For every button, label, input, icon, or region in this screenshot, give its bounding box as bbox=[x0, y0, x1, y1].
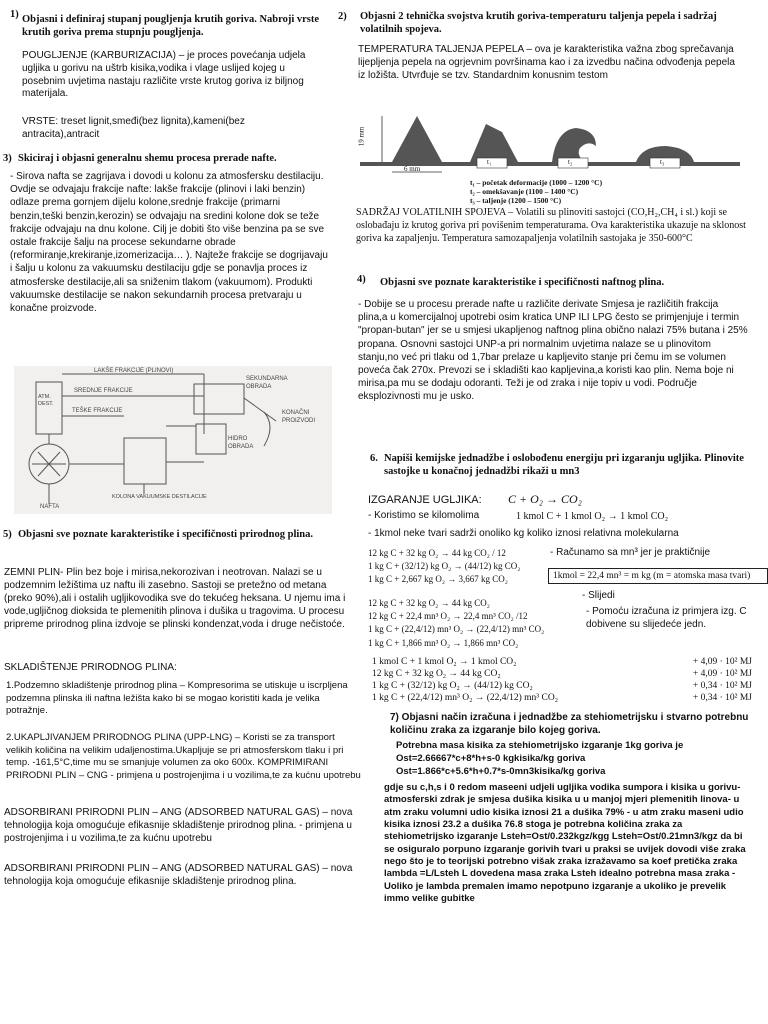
sketch-label-vacuum: KOLONA VAKUUMSKE DESTILACIJE bbox=[112, 494, 207, 500]
q4-number: 4) bbox=[357, 274, 366, 285]
sketch-label-oil: NAFTA bbox=[40, 504, 60, 510]
q5-storage-4: ADSORBIRANI PRIRODNI PLIN – ANG (ADSORBED NATURAL GAS) – nova tehnologija koja omogućuje efikasnije skladištenje prirodnog plina. bbox=[4, 863, 353, 887]
q2-number: 2) bbox=[338, 11, 347, 22]
sketch-label-heavy: TEŠKE FRAKCIJE bbox=[72, 408, 123, 414]
table-row bbox=[372, 656, 752, 668]
q6-eq-2: 1 kg C + (32/12) kg O₂ → (44/12) kg CO₂ bbox=[368, 561, 521, 571]
q7-line-2: Ost=2.66667*c+8*h+s-0 kgkisika/kg goriva bbox=[396, 753, 586, 764]
q6-eq-5: 12 kg C + 22,4 mn³ O₂ → 22,4 mn³ CO₂ /12 bbox=[368, 611, 528, 621]
sketch-label-middle: SREDNJE FRAKCIJE bbox=[74, 388, 133, 394]
q3-heading: Skiciraj i objasni generalnu shemu procesa prerade nafte. bbox=[18, 153, 277, 164]
q2-heading: Objasni 2 tehnička svojstva krutih goriva-temperaturu taljenja pepela i sadržaj volatilnih spojeva. bbox=[360, 11, 717, 36]
cone-t1-label: t₁ bbox=[487, 158, 492, 166]
q4-heading: Objasni sve poznate karakteristike i specifičnosti naftnog plina. bbox=[380, 277, 665, 288]
q5-heading: Objasni sve poznate karakteristike i specifičnosti prirodnog plina. bbox=[18, 529, 313, 540]
table-equation: 12 kg C + 32 kg O₂ → 44 kg CO₂ bbox=[372, 669, 501, 679]
q6-eq-6: 1 kg C + (22,4/12) mn³ O₂ → (22,4/12) mn³ CO₂ bbox=[368, 624, 545, 634]
cone-height-label: 19 mm bbox=[357, 126, 366, 147]
q6-kmol-equation: 1 kmol C + 1 kmol O₂ → 1 kmol CO₂ bbox=[516, 511, 669, 522]
q6-calc-note: - Računamo sa mn³ jer je praktičnije bbox=[550, 547, 711, 558]
q6-title: IZGARANJE UGLJIKA: bbox=[368, 494, 482, 506]
sketch-label-atm: ATM. DEST. bbox=[38, 394, 54, 408]
cone-legend-1: t₁ – početak deformacije (1000 – 1200 °C) bbox=[470, 178, 603, 187]
sketch-label-light: LAKŠE FRAKCIJE (PLINOVI) bbox=[94, 368, 174, 374]
q6-energy-table bbox=[372, 656, 752, 704]
q6-kmol-box: 1kmol = 22,4 mn³ = m kg (m = atomska masa tvari) bbox=[548, 568, 768, 584]
q6-eq-3: 1 kg C + 2,667 kg O₂ → 3,667 kg CO₂ bbox=[368, 574, 508, 584]
q6-eq-4: 12 kg C + 32 kg O₂ → 44 kg CO₂ bbox=[368, 598, 490, 608]
q6-number: 6. bbox=[370, 453, 378, 464]
q1-types: VRSTE: treset lignit,smeđi(bez lignita),kameni(bez antracita),antracit bbox=[22, 116, 245, 140]
q4-lpg-text: - Dobije se u procesu prerade nafte u različite derivate Smjesa je različitih frakcija plina,a u komercijalnoj upotrebi osim kratica UNP ILI LPG često se primjenjuje i termin "propan-butan" jer se u smjesi ukapljenog naftnog plina obično nalazi 75% butana i 25% propana. Osnovni sastojci UNP-a pri normalnim uvjetima nalaze se u plinovitom stanju,no već pri tlaku od 1,7bar prelaze u kapljevito stanje pri čemu im se volumen poveća čak 270x. Prevozi se i skladišti kao kapljevina,a koristi kao plin. Nema boje ni mirisa,pa mu se dodaju odoranti. Teži je od zraka i nije topiv u vodi. Područje eksplozivnosti mu je usko. bbox=[358, 299, 748, 403]
q5-natural-gas-text: ZEMNI PLIN- Plin bez boje i mirisa,nekorozivan i neotrovan. Nalazi se u podzemnim ležištima uz naftu ili zasebno. Sastoji se pretežno od metana (preko 90%),ali i ostalih ugljikovodika sve do tekućeg heksana. U njemu ima i vode,ugljičnog dioksida te plemenitih plinova i dušika u tragovima. U procesu pripreme prirodnog plina izdvoje se plinski kondenzat,voda i druge nečistoće. bbox=[4, 567, 346, 630]
sketch-label-secondary: SEKUNDARNA OBRADA bbox=[246, 376, 288, 390]
cone-legend-3: t₃ – taljenje (1200 – 1500 °C) bbox=[470, 196, 562, 205]
sketch-label-final: KONAČNI PROIZVODI bbox=[282, 410, 316, 424]
sketch-label-hydro: HIDRO OBRADA bbox=[228, 436, 254, 450]
cone-test-figure bbox=[352, 110, 748, 205]
q5-storage-1: 1.Podzemno skladištenje prirodnog plina – Kompresorima se utiskuje u iscrpljena podzemna plinska ili naftna ležišta kako bi se mogao koristiti kada je velika potražnje. bbox=[6, 680, 348, 717]
q5-storage-title: SKLADIŠTENJE PRIRODNOG PLINA: bbox=[4, 662, 177, 673]
q6-pomocu: - Pomoću izračuna iz primjera izg. C dobivene su slijedeće jedn. bbox=[586, 606, 747, 630]
cone-legend-2: t₂ – omekšavanje (1100 – 1400 °C) bbox=[470, 187, 579, 196]
cone-width-label: 6 mm bbox=[404, 165, 421, 173]
table-energy: + 4,09 · 10² MJ bbox=[692, 657, 752, 667]
cone-t2-label: t₂ bbox=[568, 158, 573, 166]
table-equation: 1 kg C + (22,4/12) mn³ O₂ → (22,4/12) mn³ CO₂ bbox=[372, 693, 559, 703]
q3-number: 3) bbox=[3, 153, 12, 164]
q7-line-1: Potrebna masa kisika za stehiometrijsko izgaranje 1kg goriva je bbox=[396, 740, 684, 751]
q6-kmol-note: - Koristimo se kilomolima bbox=[368, 510, 480, 521]
q5-storage-3: ADSORBIRANI PRIRODNI PLIN – ANG (ADSORBED NATURAL GAS) – nova tehnologija koja omogućuje efikasnije skladištenje prirodnog plina. - primjena u postrojenjima i u vozilima,te za kućnu upotrebu bbox=[4, 807, 353, 844]
table-energy: + 0,34 · 10² MJ bbox=[692, 693, 752, 703]
table-equation: 1 kg C + (32/12) kg O₂ → (44/12) kg CO₂ bbox=[372, 681, 533, 691]
q6-slijedi: - Slijedi bbox=[582, 590, 615, 601]
cone-t3-label: t₃ bbox=[660, 158, 665, 166]
table-row bbox=[372, 668, 752, 680]
q5-storage-2: 2.UKAPLJIVANJEM PRIRODNOG PLINA (UPP-LNG) – Koristi se za transport velikih količina na velikim udaljenostima.Ukapljuje se pri atmosferskom tlaku i pri temp. -161,5°C,time mu se smanjuje volumen za oko 600x. KOMPRIMIRANI PRIRODNI PLIN – CNG - primjena u postrojenjima i u vozilima,te za kućnu upotrebu bbox=[6, 732, 361, 781]
q1-heading: Objasni i definiraj stupanj pougljenja krutih goriva. Nabroji vrste krutih goriva prema stupnju pougljenja. bbox=[22, 14, 320, 39]
q6-heading: Napiši kemijske jednadžbe i oslobođenu energiju pri izgaranju ugljika. Plinovite sastojke u konačnoj jednadžbi rikaži u mn3 bbox=[384, 453, 744, 478]
oil-processing-sketch bbox=[14, 366, 332, 514]
q7-line-3: Ost=1.866*c+5.6*h+0.7*s-0mn3kisika/kg goriva bbox=[396, 766, 606, 777]
q1-definition: POUGLJENJE (KARBURIZACIJA) – je proces povećanja udjela ugljika u gorivu na uštrb kisika,vodika i vlage uslijed kojeg u posebnim uvjetima nastaju različite vrste krutog goriva iz biljnog materijala. bbox=[22, 50, 306, 100]
q2-volatile-text: SADRŽAJ VOLATILNIH SPOJEVA – Volatili su plinoviti sastojci (CO,H₂,CH₄ i sl.) koji se oslobađaju iz krutog goriva pri povišenim temperaturama. Ova karakteristika ukazuje na sklonost goriva ka zapaljenju. Temperatura samozapaljenja volatilnih sastojaka je 350-600°C bbox=[356, 207, 746, 245]
q5-number: 5) bbox=[3, 529, 12, 540]
q6-eq-7: 1 kg C + 1,866 mn³ O₂ → 1,866 mn³ CO₂ bbox=[368, 638, 519, 648]
table-row bbox=[372, 692, 752, 704]
q7-heading: 7) Objasni način izračuna i jednadžbe za stehiometrijsku i stvarno potrebnu količinu zraka za izgaranje bilo kojeg goriva. bbox=[390, 712, 749, 736]
table-energy: + 0,34 · 10² MJ bbox=[692, 681, 752, 691]
table-equation: 1 kmol C + 1 kmol O₂ → 1 kmol CO₂ bbox=[372, 657, 517, 667]
q7-text: gdje su c,h,s i 0 redom maseeni udjeli ugljika vodika sumpora i kisika u gorivu- atmosferski zdrak je smjesa dušika kisika u u manjoj mjeri plemenitih linova- u atm zraku volumni udio kisika iznosi 21 a dušika 79% - u atm zraku maseni udio kisika iznosi 23.2 a dušika 76.8 stoga je potrebna količina zraka za stehiometrijsko izgaranje Lsteh=Ost/0.232kgz/kgg Lsteh=Ost/0.21mn3/kgz da bi se osiguralo porpuno izgaranje gorivih tvari u praksi se uvijek dovodi više zraka nego što je to teorijski potrebno višak zraka izražavamo sa koef pretička zraka lambda =L/Lsteh L dovedena masa zraka Lsteh idealno potrebna masa zraka -Uoliko je lambda premalen imamo nepotpuno izgaranje a ukoliko je prevelik immo velike gubitke bbox=[384, 782, 746, 905]
q6-eq-1: 12 kg C + 32 kg O₂ → 44 kg CO₂ / 12 bbox=[368, 548, 506, 558]
table-row bbox=[372, 680, 752, 692]
q6-main-equation: C + O₂ → CO₂ bbox=[508, 492, 582, 506]
table-energy: + 4,09 · 10² MJ bbox=[692, 669, 752, 679]
q6-mass-note: - 1kmol neke tvari sadrži onoliko kg koliko iznosi relativna molekularna bbox=[368, 528, 679, 539]
q1-number: 1) bbox=[10, 9, 19, 20]
q3-text: - Sirova nafta se zagrijava i dovodi u kolonu za atmosfersku destilaciju. Ovdje se odvajaju frakcije nafte: lakše frakcije (plinovi i laki benzin) odlaze prema gornjem dijelu kolone,srednje frakcije (primarni benzin,teški benzin,kerozin) se odvajaju na sredini kolone dok se teže frakcije odvajaju na dnu kolone. Cilj je dobiti što više benzina pa se sve ostale frakcije šalju na procese sekundarne obrade (reformiranje,krekiranje,izomerizacija… ). Najteže frakcije se dogrijavaju i šalju u kolonu za vakuumsku destilaciju gdje se ponavlja proces iz atmosferske destilacije,ali sa sniženim tlakom (vakuumom). Produkti vakuumske destilacije se nakon sekundarnih procesa pretvaraju u konačne proizvode. bbox=[10, 171, 328, 314]
q2-ash-text: TEMPERATURA TALJENJA PEPELA – ova je karakteristika važna zbog sprečavanja lijepljenja pepela na ogrjevnim površinama kao i za izvedbu načina odvođenja pepela iz ložišta. Utvrđuje se tzv. Standardnim konusnim testom bbox=[358, 44, 735, 82]
